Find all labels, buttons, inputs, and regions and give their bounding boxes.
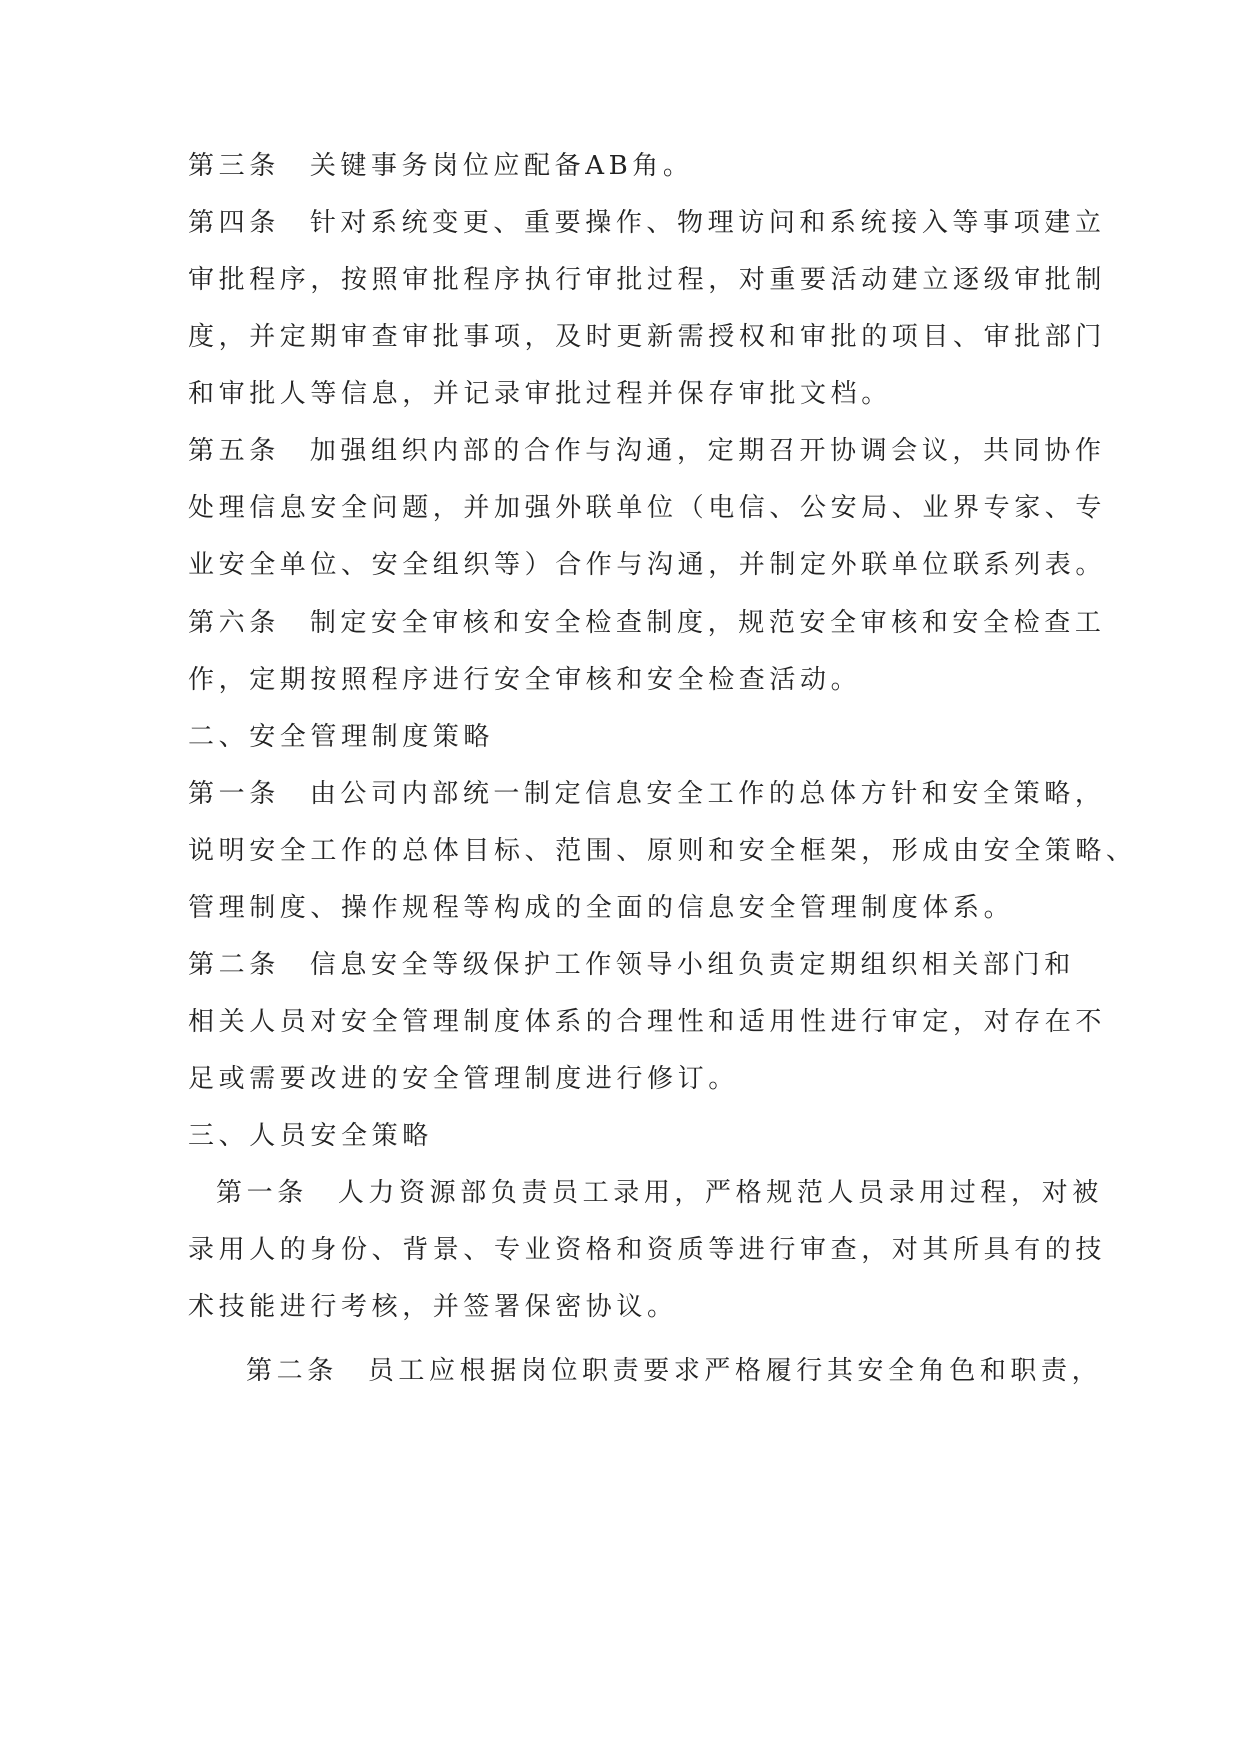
section-2-article-2-line-2: 相关人员对安全管理制度体系的合理性和适用性进行审定，对存在不: [188, 1007, 1107, 1037]
section-3-article-1-line-2: 录用人的身份、背景、专业资格和资质等进行审查，对其所具有的技: [188, 1235, 1107, 1265]
article-text: 制定安全审核和安全检查制度，规范安全审核和安全检查工: [309, 608, 1106, 638]
article-5-line-1: [188, 431, 1105, 471]
article-6-line-2: 作，定期按照程序进行安全审核和安全检查活动。: [188, 665, 862, 695]
article-text: 信息安全等级保护工作领导小组负责定期组织相关部门和: [309, 950, 1075, 980]
article-text: 加强组织内部的合作与沟通，定期召开协调会议，共同协作: [309, 436, 1106, 466]
article-label: 第一条: [188, 779, 280, 809]
section-2-article-2-line-1: [188, 945, 1075, 985]
article-5-line-3: 业安全单位、安全组织等）合作与沟通，并制定外联单位联系列表。: [188, 550, 1107, 580]
section-2-article-1-line-1: [188, 774, 1105, 814]
section-2-heading: 二、安全管理制度策略: [188, 722, 495, 752]
article-label: 第六条: [188, 608, 280, 638]
article-text: 由公司内部统一制定信息安全工作的总体方针和安全策略，: [309, 779, 1106, 809]
section-3-article-1-line-3: 术技能进行考核，并签署保密协议。: [188, 1292, 678, 1322]
article-4-line-1: [188, 203, 1105, 243]
article-4-line-2: 审批程序，按照审批程序执行审批过程，对重要活动建立逐级审批制: [188, 265, 1107, 295]
article-label: 第一条: [216, 1178, 308, 1208]
article-label: 第二条: [188, 950, 280, 980]
article-label: 第二条: [246, 1356, 338, 1386]
article-label: 第五条: [188, 436, 280, 466]
article-4-line-4: 和审批人等信息，并记录审批过程并保存审批文档。: [188, 379, 892, 409]
article-text: 针对系统变更、重要操作、物理访问和系统接入等事项建立: [309, 208, 1106, 238]
section-2-article-1-line-2: 说明安全工作的总体目标、范围、原则和安全框架，形成由安全策略、: [188, 836, 1137, 866]
section-3-heading: 三、人员安全策略: [188, 1121, 433, 1151]
article-4-line-3: 度，并定期审查审批事项，及时更新需授权和审批的项目、审批部门: [188, 322, 1107, 352]
article-text: 关键事务岗位应配备AB角。: [309, 151, 694, 181]
section-3-article-1-line-1: [216, 1173, 1103, 1213]
article-6-line-1: [188, 603, 1105, 643]
article-text: 员工应根据岗位职责要求严格履行其安全角色和职责，: [367, 1356, 1103, 1386]
article-label: 第四条: [188, 208, 280, 238]
section-2-article-2-line-3: 足或需要改进的安全管理制度进行修订。: [188, 1064, 739, 1094]
article-text: 人力资源部负责员工录用，严格规范人员录用过程，对被: [337, 1178, 1103, 1208]
section-3-article-2-line-1: [246, 1351, 1102, 1391]
article-5-line-2: 处理信息安全问题，并加强外联单位（电信、公安局、业界专家、专: [188, 493, 1107, 523]
article-3-line-1: [188, 146, 694, 186]
section-2-article-1-line-3: 管理制度、操作规程等构成的全面的信息安全管理制度体系。: [188, 893, 1015, 923]
article-label: 第三条: [188, 151, 280, 181]
